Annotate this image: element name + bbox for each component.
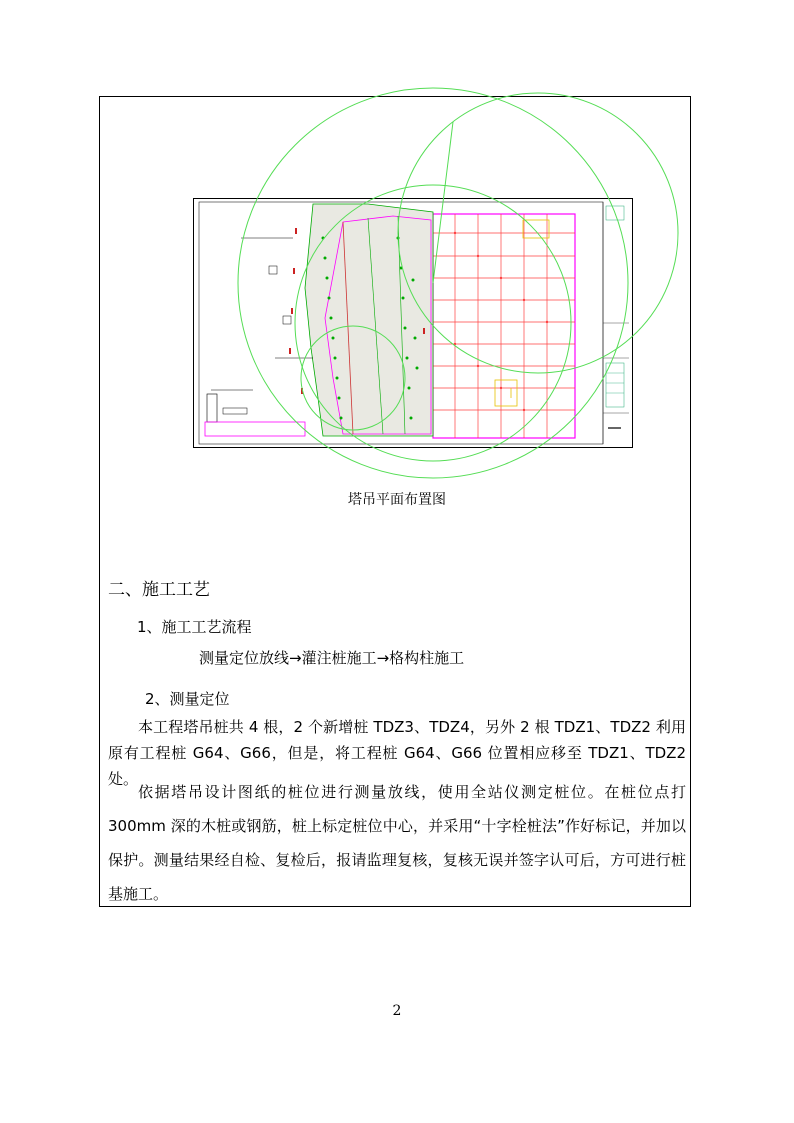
section-heading: 二、施工工艺 <box>108 580 210 600</box>
subsection-heading-survey: 2、测量定位 <box>145 690 230 708</box>
subsection-heading-process: 1、施工工艺流程 <box>137 618 252 636</box>
figure-caption: 塔吊平面布置图 <box>348 492 446 508</box>
tower-crane-plan-drawing <box>193 198 633 448</box>
paragraph-pile-count: 本工程塔吊桩共 4 根，2 个新增桩 TDZ3、TDZ4，另外 2 根 TDZ1、TDZ2 利用原有工程桩 G64、G66，但是，将工程桩 G64、G66 位置相应移至 TDZ1、TDZ2 处。 <box>108 718 686 788</box>
paragraph-survey-method: 依据塔吊设计图纸的桩位进行测量放线，使用全站仪测定桩位。在桩位点打 300mm 深的木桩或钢筋，桩上标定桩位中心，并采用“十字栓桩法”作好标记，并加以保护。测量结果经自检、复检后，报请监理复核，复核无误并签字认可后，方可进行桩基施工。 <box>108 783 686 903</box>
process-flow-text: 测量定位放线→灌注桩施工→格构柱施工 <box>199 649 465 667</box>
page-number: 2 <box>392 1003 402 1019</box>
